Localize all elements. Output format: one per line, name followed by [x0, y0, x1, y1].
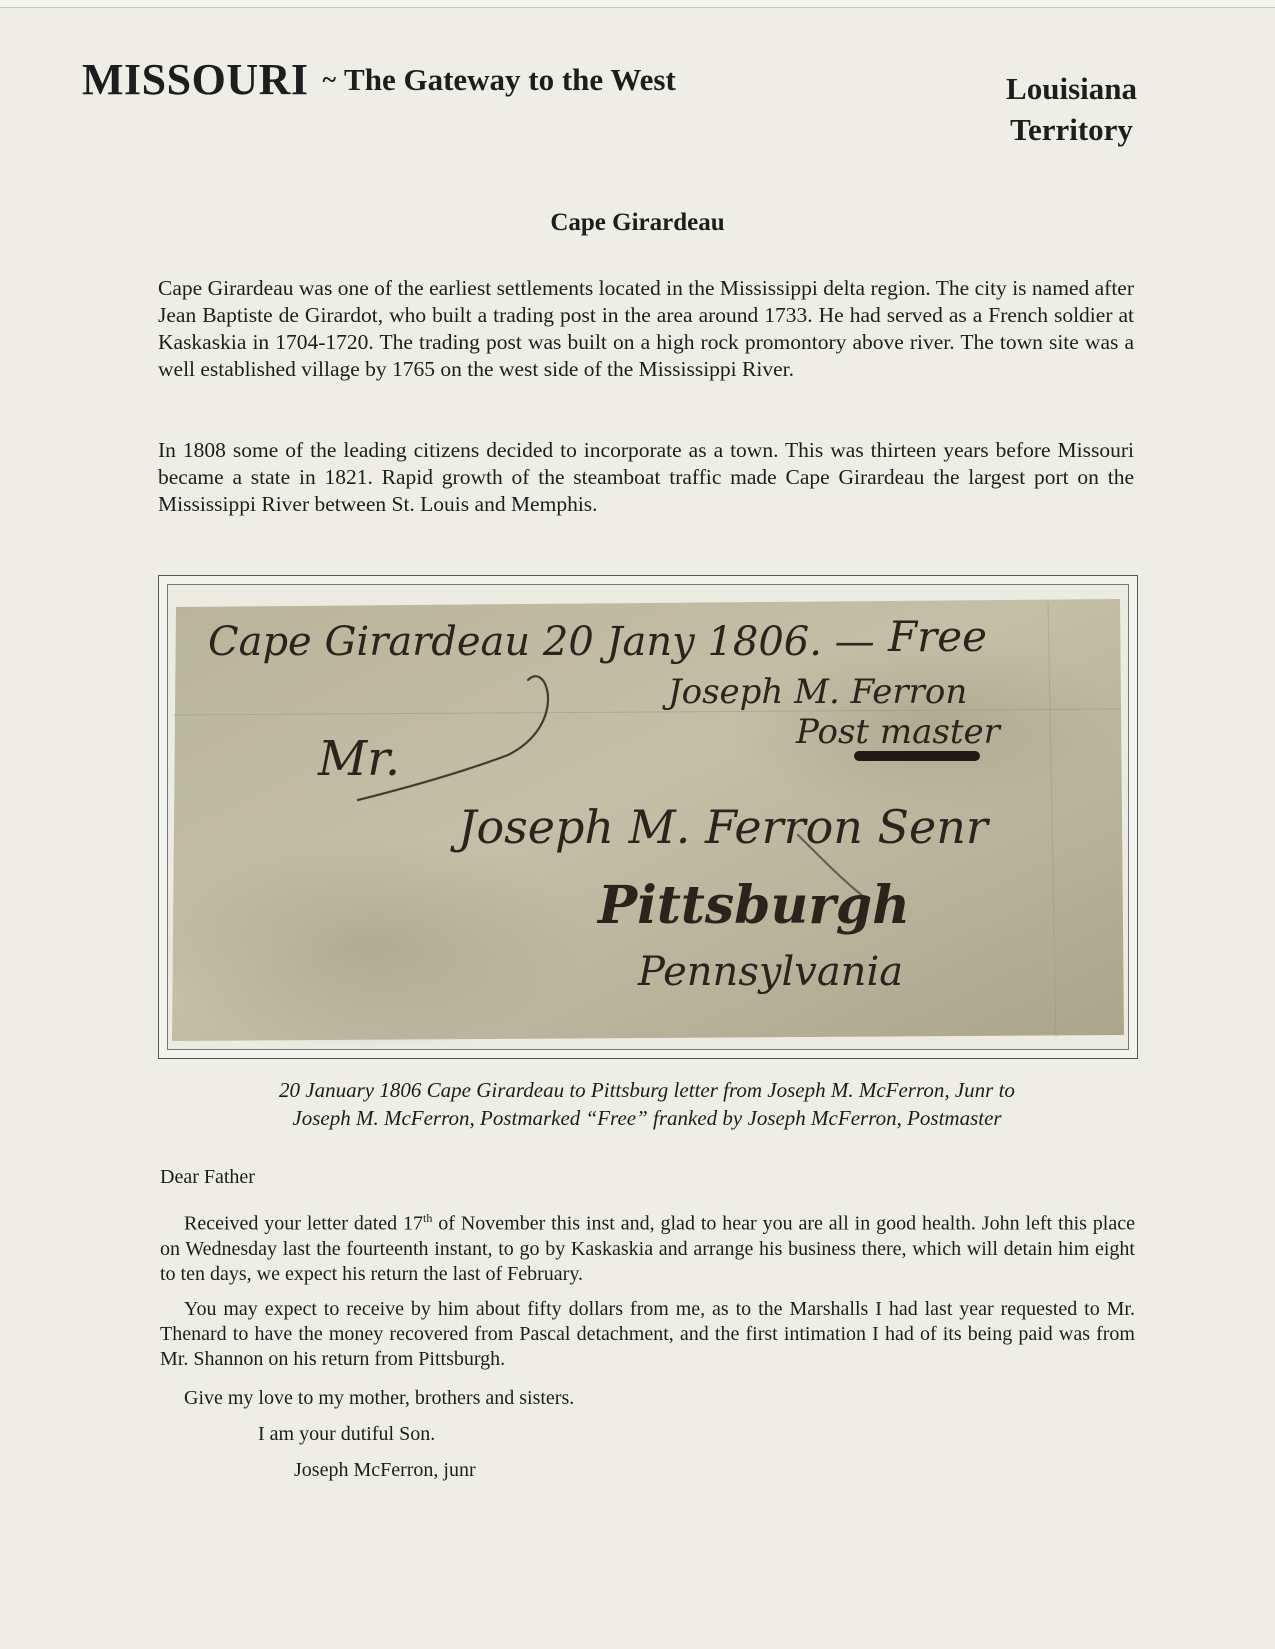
handwriting-city: Pittsburgh [598, 875, 910, 936]
handwriting-state: Pennsylvania [638, 949, 904, 995]
postmaster-underline [854, 751, 980, 761]
header-subtitle: The Gateway to the West [344, 62, 676, 97]
page-top-edge [0, 0, 1275, 8]
handwriting-origin-date: Cape Girardeau 20 Jany 1806. — [208, 619, 875, 665]
header-region-line2: Territory [1010, 112, 1133, 147]
letter-paragraph-1 [160, 1206, 1135, 1287]
header-separator: ~ [322, 65, 337, 94]
section-title: Cape Girardeau [550, 209, 725, 236]
handwriting-mr: Mr. [318, 731, 401, 787]
page-header [82, 54, 676, 105]
handwriting-addressee: Joseph M. Ferron Senr [458, 800, 988, 854]
letter-paragraph-2: You may expect to receive by him about fifty dollars from me, as to the Marshalls I had last year requested to Mr. Thenard to have the money recovered from Pascal detachment, and the first intimation I had of its being paid was from Mr. Shannon on his return from Pittsburgh. [160, 1298, 1135, 1370]
intro-paragraph-1: Cape Girardeau was one of the earliest settlements located in the Mississippi delta region. The city is named after Jean Baptiste de Girardot, who built a trading post in the area around 1733. He had served as a French soldier at Kaskaskia in 1704-1720. The trading post was built on a high rock promontory above river. The town site was a well established village by 1765 on the west side of the Mississippi River. [158, 276, 1134, 381]
image-caption [158, 1076, 1136, 1132]
letter-closing: I am your dutiful Son. [258, 1423, 436, 1445]
header-title: MISSOURI [82, 55, 309, 104]
letter-p1-rest: of November this inst and, glad to hear you are all in good health. John left this place on Wednesday last the fourteenth instant, to go by Kaskaskia and arrange his business there, which will detain him eight to ten days, we expect his return the last of February. [160, 1212, 1135, 1285]
cover-image-frame [158, 575, 1138, 1059]
letter-signature: Joseph McFerron, junr [294, 1459, 476, 1481]
cover-image [167, 584, 1129, 1050]
folded-letter-cover [168, 585, 1128, 1049]
handwriting-frank-title: Post master [796, 712, 1000, 752]
letter-p1-ordinal: th [423, 1211, 433, 1225]
letter-p1-start: Received your letter dated 17 [184, 1212, 424, 1235]
intro-paragraph-2: In 1808 some of the leading citizens decided to incorporate as a town. This was thirteen years before Missouri became a state in 1821. Rapid growth of the steamboat traffic made Cape Girardeau the largest port on the Mississippi River between St. Louis and Memphis. [158, 438, 1134, 516]
handwriting-frank-name: Joseph M. Ferron [668, 672, 968, 712]
caption-line-2: Joseph M. McFerron, Postmarked “Free” franked by Joseph McFerron, Postmaster [292, 1106, 1002, 1130]
letter-paragraph-3: Give my love to my mother, brothers and sisters. [184, 1387, 575, 1409]
header-region [1006, 68, 1137, 150]
handwriting-free: Free [888, 612, 987, 661]
letter-salutation: Dear Father [160, 1166, 255, 1188]
caption-line-1: 20 January 1806 Cape Girardeau to Pittsburg letter from Joseph M. McFerron, Junr to [279, 1078, 1015, 1102]
header-region-line1: Louisiana [1006, 71, 1137, 106]
